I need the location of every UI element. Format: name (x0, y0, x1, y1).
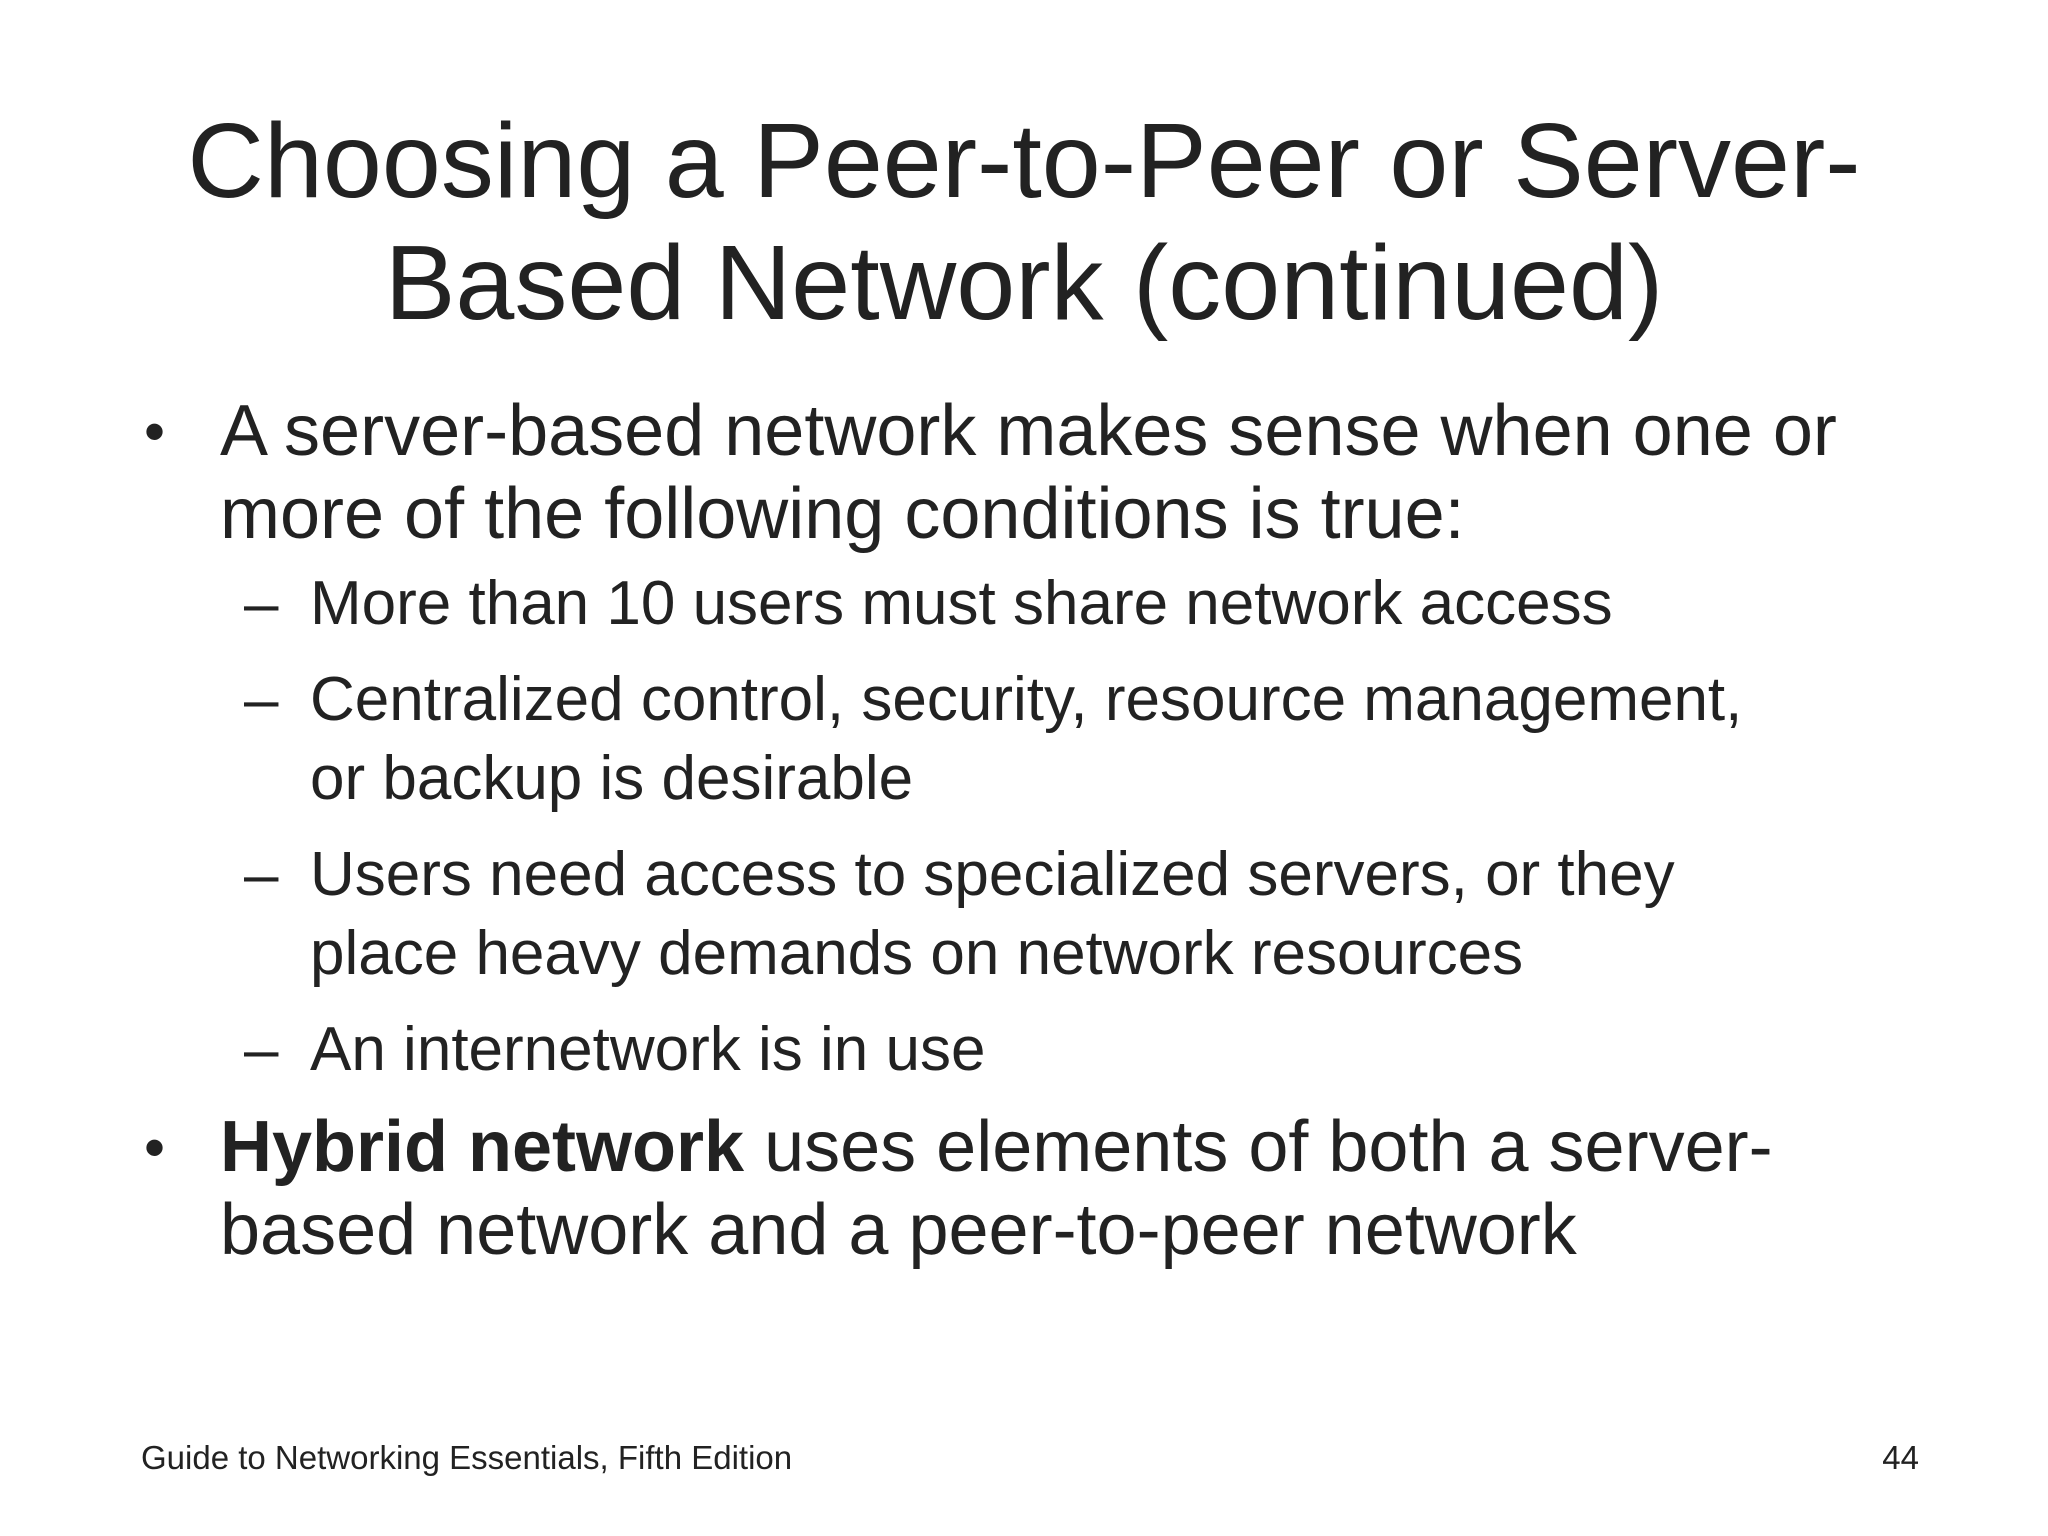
footer-book-title: Guide to Networking Essentials, Fifth Edition (141, 1439, 793, 1476)
slide-title (0, 100, 2048, 344)
bold-term: Hybrid network (220, 1107, 745, 1187)
sub-item-internetwork (220, 1010, 1980, 1089)
sub-item-centralized (220, 660, 1980, 818)
bullet-text-rest: uses elements of both a server- (744, 1107, 1773, 1187)
sub-item-specialized-servers (220, 835, 1980, 993)
bullet-item-hybrid-network (140, 1106, 1980, 1272)
slide-title-line-2: Based Network (continued) (384, 224, 1664, 342)
bullet-list (140, 390, 1980, 1272)
bullet-icon: • (144, 1114, 166, 1181)
bullet-text-line-2: more of the following conditions is true: (220, 474, 1465, 554)
sub-list (220, 564, 1980, 1089)
footer-page-number: 44 (1882, 1439, 1919, 1476)
sub-item-text-line-2: place heavy demands on network resources (310, 919, 1524, 988)
dash-icon: – (244, 840, 279, 909)
bullet-text-line-1: A server-based network makes sense when one or (220, 391, 1837, 471)
bullet-item-server-based (140, 390, 1980, 1089)
sub-item-text-line-2: or backup is desirable (310, 744, 914, 813)
slide-title-line-1: Choosing a Peer-to-Peer or Server- (187, 102, 1861, 220)
dash-icon: – (244, 665, 279, 734)
sub-item-text: An internetwork is in use (310, 1015, 986, 1084)
bullet-icon: • (144, 398, 166, 465)
bullet-text-line-2: based network and a peer-to-peer network (220, 1190, 1577, 1270)
dash-icon: – (244, 1015, 279, 1084)
sub-item-text: More than 10 users must share network access (310, 569, 1613, 638)
dash-icon: – (244, 569, 279, 638)
sub-item-text-line-1: Centralized control, security, resource management, (310, 665, 1743, 734)
sub-item-users (220, 564, 1980, 643)
sub-item-text-line-1: Users need access to specialized servers, or they (310, 840, 1675, 909)
